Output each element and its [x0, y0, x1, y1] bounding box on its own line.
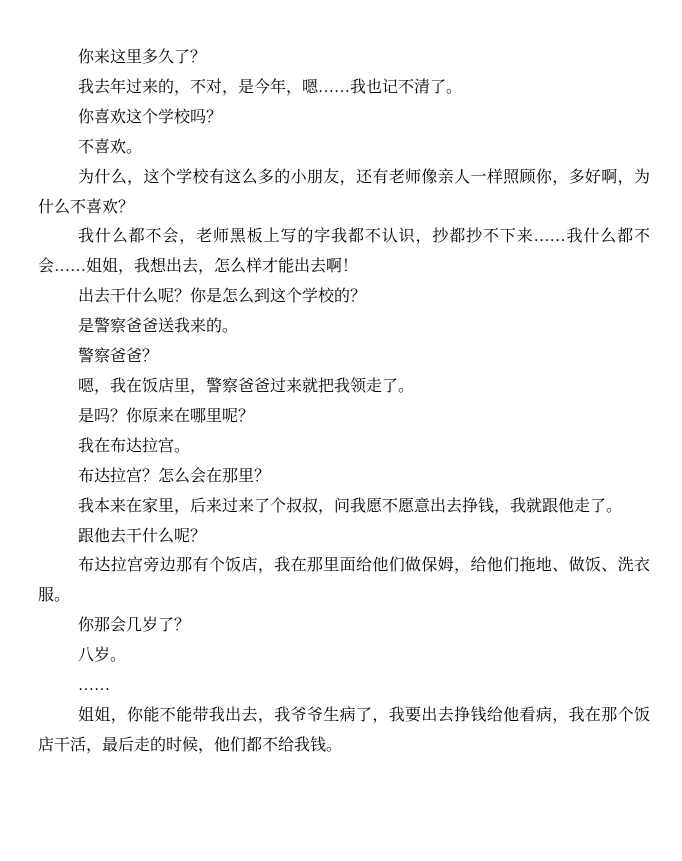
- paragraph: 你喜欢这个学校吗？: [78, 108, 223, 126]
- paragraph: 嗯，我在饭店里，警察爸爸过来就把我领走了。: [78, 377, 415, 395]
- paragraph: 是吗？你原来在哪里呢？: [78, 407, 255, 425]
- paragraph: 警察爸爸？: [78, 348, 159, 366]
- paragraph: 不喜欢。: [78, 138, 143, 156]
- paragraph: 我去年过来的，不对，是今年，嗯……我也记不清了。: [78, 78, 463, 96]
- paragraph: 出去干什么呢？你是怎么到这个学校的？: [78, 288, 367, 306]
- paragraph: 八岁。: [78, 647, 127, 665]
- paragraph: 布达拉宫？怎么会在那里？: [78, 467, 271, 485]
- paragraph: 为什么，这个学校有这么多的小朋友，还有老师像亲人一样照顾你，多好啊，为什么不喜欢？: [38, 168, 650, 216]
- paragraph: 跟他去干什么呢？: [78, 527, 207, 545]
- paragraph: 布达拉宫旁边那有个饭店，我在那里面给他们做保姆，给他们拖地、做饭、洗衣服。: [38, 557, 650, 605]
- paragraph: 我在布达拉宫。: [78, 437, 191, 455]
- paragraph: 我本来在家里，后来过来了个叔叔，问我愿不愿意出去挣钱，我就跟他走了。: [78, 497, 623, 515]
- paragraph: ……: [78, 677, 110, 695]
- paragraph: 是警察爸爸送我来的。: [78, 318, 239, 336]
- paragraph: 姐姐，你能不能带我出去，我爷爷生病了，我要出去挣钱给他看病，我在那个饭店干活，最后走的时候，他们都不给我钱。: [38, 706, 650, 754]
- paragraph: 你来这里多久了？: [78, 49, 207, 66]
- paragraph: 你那会几岁了？: [78, 617, 191, 635]
- paragraph: 我什么都不会，老师黑板上写的字我都不认识，抄都抄不下来……我什么都不会……姐姐，我想出去，怎么样才能出去啊！: [38, 228, 650, 276]
